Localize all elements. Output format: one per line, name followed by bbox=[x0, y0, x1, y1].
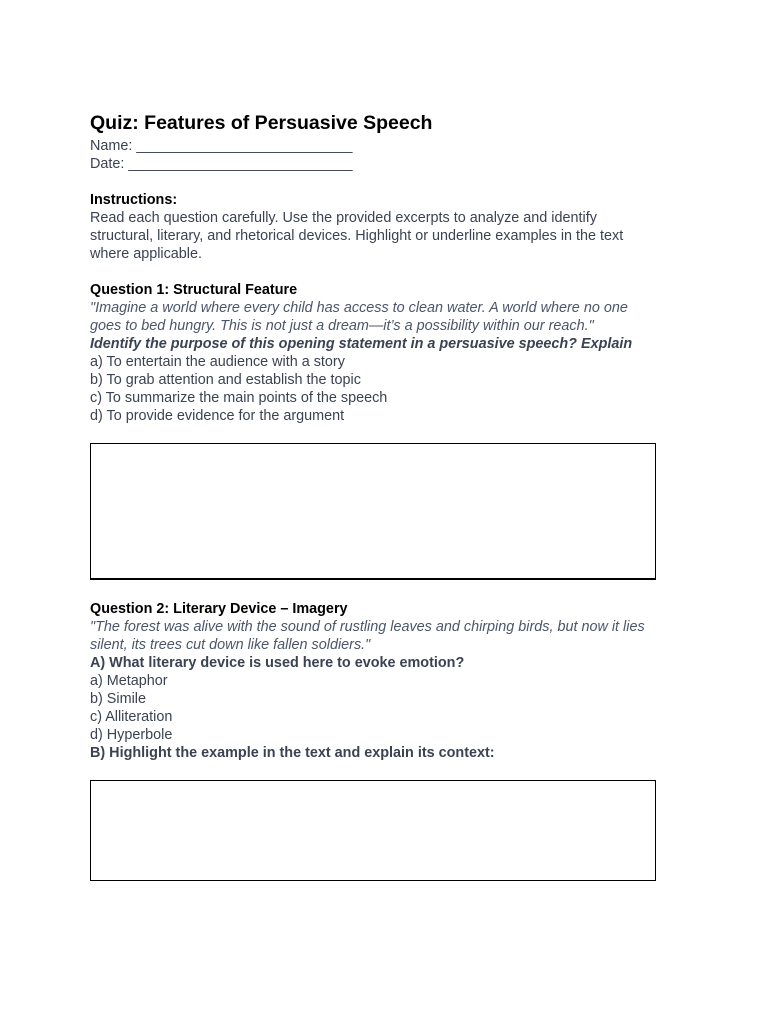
question1-prompt: Identify the purpose of this opening statement in a persuasive speech? Explain bbox=[90, 336, 633, 352]
question1-answer-box[interactable] bbox=[90, 443, 656, 580]
spacer bbox=[90, 173, 690, 191]
question2-option-b[interactable]: b) Simile bbox=[90, 691, 146, 707]
question1-quote-line: "Imagine a world where every child has access to clean water. A world where no one bbox=[90, 300, 628, 316]
question2-option-d[interactable]: d) Hyperbole bbox=[90, 727, 173, 743]
question2-prompt-b: B) Highlight the example in the text and explain its context: bbox=[90, 745, 495, 761]
instructions-line: Read each question carefully. Use the provided excerpts to analyze and identify bbox=[90, 210, 597, 226]
instructions-heading: Instructions: bbox=[90, 192, 178, 208]
question2-section bbox=[90, 600, 690, 881]
quiz-page bbox=[90, 111, 690, 881]
question2-prompt-a: A) What literary device is used here to evoke emotion? bbox=[90, 655, 465, 671]
question2-quote-line: silent, its trees cut down like fallen soldiers." bbox=[90, 637, 371, 653]
instructions-line: structural, literary, and rhetorical devices. Highlight or underline examples in the text bbox=[90, 228, 624, 244]
question2-option-a[interactable]: a) Metaphor bbox=[90, 673, 168, 689]
question1-option-c[interactable]: c) To summarize the main points of the speech bbox=[90, 390, 388, 406]
question1-option-a[interactable]: a) To entertain the audience with a story bbox=[90, 354, 345, 370]
question2-answer-box[interactable] bbox=[90, 780, 656, 881]
question2-quote-line: "The forest was alive with the sound of rustling leaves and chirping birds, but now it lies bbox=[90, 619, 645, 635]
question2-option-c[interactable]: c) Alliteration bbox=[90, 709, 173, 725]
question2-heading: Question 2: Literary Device – Imagery bbox=[90, 601, 348, 617]
name-field[interactable]: Name: ___________________________ bbox=[90, 138, 353, 154]
question1-option-d[interactable]: d) To provide evidence for the argument bbox=[90, 408, 345, 424]
question1-quote-line: goes to bed hungry. This is not just a dream—it’s a possibility within our reach." bbox=[90, 318, 594, 334]
quiz-title: Quiz: Features of Persuasive Speech bbox=[90, 112, 433, 134]
date-field[interactable]: Date: ____________________________ bbox=[90, 156, 353, 172]
question1-heading: Question 1: Structural Feature bbox=[90, 282, 298, 298]
instructions-line: where applicable. bbox=[90, 246, 202, 262]
question1-option-b[interactable]: b) To grab attention and establish the topic bbox=[90, 372, 361, 388]
spacer bbox=[90, 263, 690, 281]
